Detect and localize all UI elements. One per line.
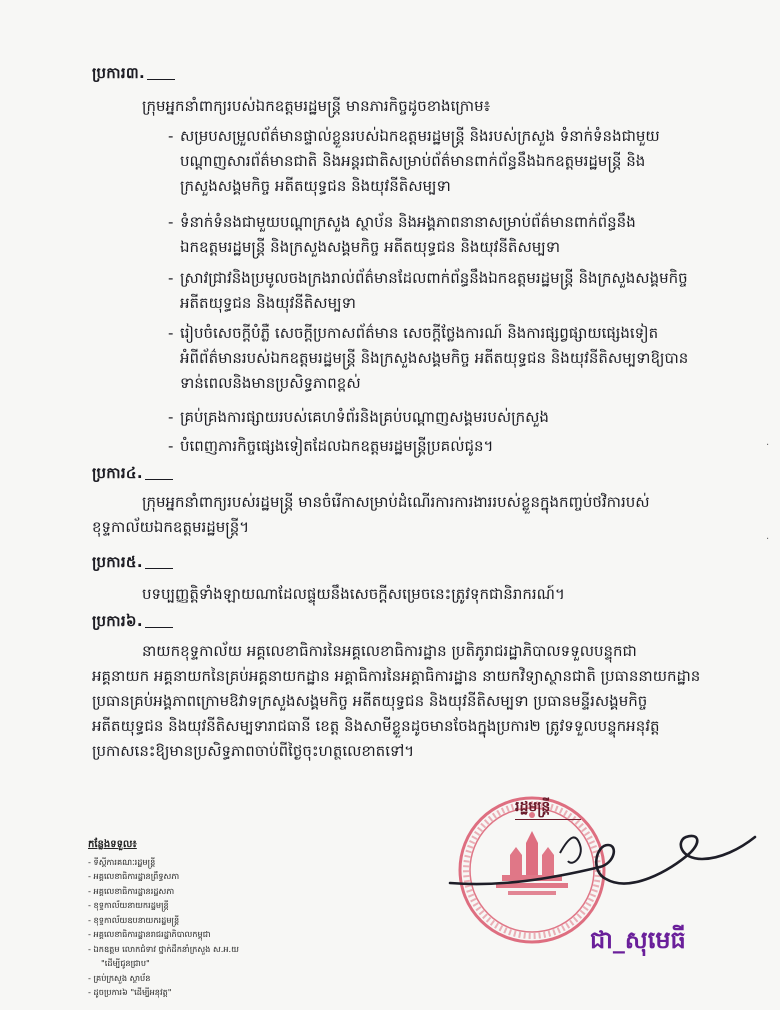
article-6-line: អគ្គនាយក អគ្គនាយកនៃគ្រប់អគ្គនាយកដ្ឋាន អគ្គាធិការនៃអគ្គាធិការដ្ឋាន នាយកវិទ្យាស្ថានជាតិ ប្រធាននាយកដ្ឋាន — [92, 667, 701, 685]
bullet-line: អំពីព័ត៌មានរបស់ឯកឧត្តមរដ្ឋមន្ត្រី និងក្រសួងសង្គមកិច្ច អតីតយុទ្ធជន និងយុវនីតិសម្បទាឱ្យបាន — [180, 349, 689, 367]
bullet-line: ទំនាក់ទំនងជាមួយបណ្តាក្រសួង ស្ថាប័ន និងអង្គភាពនានាសម្រាប់ព័ត៌មានពាក់ព័ន្ធនឹង — [180, 213, 636, 231]
article-4-body — [92, 490, 650, 540]
recipients-list — [88, 838, 239, 1000]
recipient-item: - ដូចប្រការ៦ "ដើម្បីអនុវត្ត" — [88, 987, 172, 997]
bullet-line: បណ្តាញសារព័ត៌មានជាតិ និងអន្តរជាតិសម្រាប់ព័ត៌មានពាក់ព័ន្ធនឹងឯកឧត្តមរដ្ឋមន្ត្រី និង — [180, 152, 646, 170]
bullet-line: បំពេញភារកិច្ចផ្សេងទៀតដែលឯកឧត្តមរដ្ឋមន្ត្រីប្រគល់ជូន។ — [180, 437, 494, 455]
bullet-line: គ្រប់គ្រងការផ្សាយរបស់គេហទំព័រនិងគ្រប់បណ្តាញសង្គមរបស់ក្រសួង — [180, 408, 549, 426]
bullet-dash: - — [168, 127, 174, 145]
bullet-dash: - — [168, 324, 174, 342]
recipient-item: - អគ្គលេខាធិការដ្ឋានរាជរដ្ឋាភិបាលកម្ពុជា — [88, 929, 211, 939]
bullet-dash: - — [168, 408, 174, 426]
article-5-body — [142, 582, 565, 607]
recipient-item: "ដើម្បីជូនជ្រាប" — [88, 958, 150, 968]
scan-speck: · — [766, 534, 770, 545]
bullet-line: អតីតយុទ្ធជន និងយុវនីតិសម្បទា — [180, 294, 356, 312]
recipient-item: - ខុទ្ទកាល័យឧបនាយករដ្ឋមន្ត្រី — [88, 914, 180, 925]
bullet-dash: - — [168, 213, 174, 231]
article-6-body — [92, 639, 700, 764]
recipient-item: - អគ្គលេខាធិការដ្ឋានរដ្ឋសភា — [88, 885, 175, 896]
article-3-bullet-1 — [168, 124, 660, 199]
signatory-name: ជា_សុមេធី — [590, 926, 686, 954]
article-4-heading: ប្រការ៤. — [92, 464, 173, 486]
article-4-line: ក្រុមអ្នកនាំពាក្យរបស់រដ្ឋមន្ត្រី មានចំរើកាសម្រាប់ដំណើរការការងាររបស់ខ្លួនក្នុងកញ្ចប់ថវិការបស់ — [142, 493, 650, 511]
article-3-bullet-6 — [168, 434, 494, 459]
article-4-line: ខុទ្ទកាល័យឯកឧត្តមរដ្ឋមន្ត្រី។ — [92, 518, 250, 536]
article-5-heading: ប្រការ៥. — [92, 553, 173, 575]
bullet-dash: - — [168, 437, 174, 455]
recipients-title: កន្លែងទទួល៖ — [88, 839, 137, 850]
article-3-heading: ប្រការ៣. — [92, 64, 175, 86]
article-3-bullet-5 — [168, 405, 549, 430]
recipient-item: - អគ្គលេខាធិការដ្ឋានព្រឹទ្ធសភា — [88, 871, 180, 881]
scan-speck: · — [766, 440, 770, 451]
article-3-intro-text: ក្រុមអ្នកនាំពាក្យរបស់ឯកឧត្តមរដ្ឋមន្ត្រី មានភារកិច្ចដូចខាងក្រោម៖ — [142, 97, 491, 115]
bullet-dash: - — [168, 269, 174, 287]
signature-flourish-icon — [560, 837, 581, 862]
article-6-line: នាយកខុទ្ទកាល័យ អគ្គលេខាធិការនៃអគ្គលេខាធិការដ្ឋាន ប្រតិភូរាជរដ្ឋាភិបាលទទួលបន្ទុកជា — [142, 642, 637, 660]
recipient-item: - ខុទ្ទកាល័យនាយករដ្ឋមន្ត្រី — [88, 900, 169, 910]
article-3-bullet-2 — [168, 210, 636, 260]
article-3-bullet-4 — [168, 321, 689, 396]
article-6-line: ប្រកាសនេះឱ្យមានប្រសិទ្ធភាពចាប់ពីថ្ងៃចុះហត្ថលេខាតទៅ។ — [92, 742, 415, 760]
article-3-intro — [142, 94, 490, 119]
article-6-line: ប្រធានគ្រប់អង្គភាពក្រោមឱវាទក្រសួងសង្គមកិច្ច អតីតយុទ្ធជន និងយុវនីតិសម្បទា ប្រធានមន្ទីរសង្គមកិច្ច — [92, 692, 648, 710]
recipient-item: - ឯកឧត្តម លោកជំទាវ ថ្នាក់ដឹកនាំក្រសួង ស.អ.យ — [88, 943, 239, 954]
article-6-line: អតីតយុទ្ធជន និងយុវនីតិសម្បទារាជធានី ខេត្ត និងសាមីខ្លួនដូចមានចែងក្នុងប្រការ២ ត្រូវទទួលបន្ទុកអនុវត្ត — [92, 717, 660, 735]
bullet-line: សម្របសម្រួលព័ត៌មានផ្ទាល់ខ្លួនរបស់ឯកឧត្តមរដ្ឋមន្ត្រី និងរបស់ក្រសួង ទំនាក់ទំនងជាមួយ — [180, 127, 660, 145]
bullet-line: ក្រសួងសង្គមកិច្ច អតីតយុទ្ធជន និងយុវនីតិសម្បទា — [180, 177, 451, 195]
recipient-item: - ទីស្តីការគណៈរដ្ឋមន្ត្រី — [88, 856, 156, 867]
bullet-line: ទាន់ពេលនិងមានប្រសិទ្ធភាពខ្ពស់ — [180, 374, 361, 392]
article-3-bullet-3 — [168, 266, 688, 316]
recipient-item: - គ្រប់ក្រសួង ស្ថាប័ន — [88, 972, 151, 983]
article-5-line: បទប្បញ្ញត្តិទាំងឡាយណាដែលផ្ទុយនឹងសេចក្តីសម្រេចនេះត្រូវទុកជានិរាករណ៍។ — [142, 585, 565, 603]
bullet-line: ឯកឧត្តមរដ្ឋមន្ត្រី និងក្រសួងសង្គមកិច្ច អតីតយុទ្ធជន និងយុវនីតិសម្បទា — [180, 238, 561, 256]
bullet-line: រៀបចំសេចក្តីបំភ្លឺ សេចក្តីប្រកាសព័ត៌មាន សេចក្តីថ្លែងការណ៍ និងការផ្សព្វផ្សាយផ្សេងទៀត — [180, 324, 659, 342]
signatory-title: រដ្ឋមន្ត្រី — [515, 797, 581, 820]
bullet-line: ស្រាវជ្រាវនិងប្រមូលចងក្រងរាល់ព័ត៌មានដែលពាក់ព័ន្ធនឹងឯកឧត្តមរដ្ឋមន្ត្រី និងក្រសួងសង្គមកិច្ច — [180, 269, 688, 287]
article-6-heading: ប្រការ៦. — [92, 612, 173, 634]
